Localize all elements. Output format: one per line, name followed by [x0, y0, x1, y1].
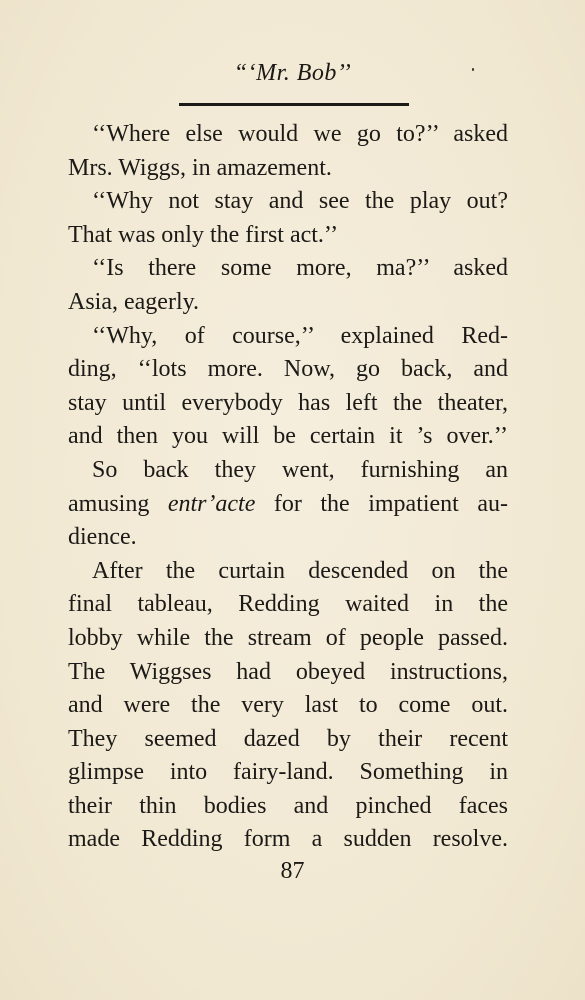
line-segment: amusing [68, 490, 150, 517]
text-line: ding, ‘‘lots more. Now, go back, and [68, 356, 508, 383]
text-line: and were the very last to come out. [68, 692, 508, 719]
text-line: The Wiggses had obeyed instructions, [68, 658, 508, 685]
text-line: dience. [68, 524, 137, 551]
header-rule [179, 103, 409, 106]
text-line: their thin bodies and pinched faces [68, 792, 508, 819]
italic-term: entr’acte [167, 490, 256, 517]
text-line: Asia, eagerly. [68, 288, 200, 315]
text-line [68, 488, 508, 522]
text-line: They seemed dazed by their recent [68, 725, 508, 752]
text-line: and then you will be certain it ’s over.’’ [68, 423, 508, 450]
line-segment: for the impatient au- [273, 490, 509, 517]
text-line: ‘‘Is there some more, ma?’’ asked [92, 255, 508, 282]
text-line: ‘‘Why, of course,’’ explained Red- [92, 322, 508, 349]
running-head: “‘Mr. Bob’’ [233, 60, 352, 86]
page-number: 87 [280, 858, 305, 884]
text-line: lobby while the stream of people passed. [68, 624, 508, 651]
ink-speck [472, 68, 474, 71]
text-line: glimpse into fairy-land. Something in [68, 759, 508, 786]
text-line: So back they went, furnishing an [92, 456, 508, 483]
text-line: stay until everybody has left the theater, [68, 389, 508, 416]
text-line: made Redding form a sudden resolve. [68, 826, 508, 853]
text-line: After the curtain descended on the [92, 557, 508, 584]
body-text [68, 118, 508, 857]
text-line: ‘‘Where else would we go to?’’ asked [92, 121, 508, 147]
text-line: final tableau, Redding waited in the [68, 591, 508, 618]
text-line: ‘‘Why not stay and see the play out? [92, 188, 508, 215]
text-line: Mrs. Wiggs, in amazement. [68, 154, 332, 181]
text-line: That was only the first act.’’ [68, 221, 339, 248]
